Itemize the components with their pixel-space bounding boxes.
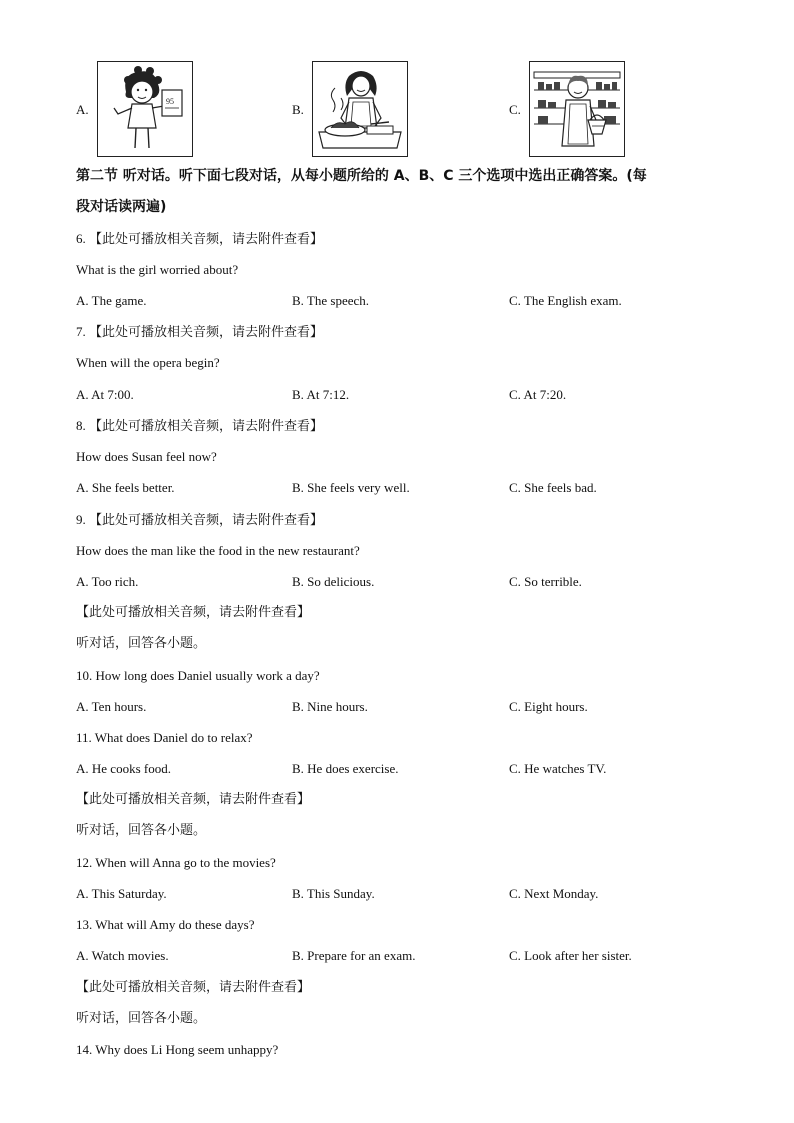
question-text: 11. What does Daniel do to relax? xyxy=(76,730,253,745)
answer-option-a: A. Watch movies. xyxy=(76,948,169,963)
answer-option-c: C. Look after her sister. xyxy=(509,948,632,963)
woman-cooking-icon xyxy=(312,61,408,157)
picture-option-label: B. xyxy=(292,102,304,117)
answer-option-a: A. At 7:00. xyxy=(76,387,134,402)
answer-option-a: A. Too rich. xyxy=(76,574,139,589)
group-instruction: 听对话，回答各小题。 xyxy=(76,1011,207,1026)
answer-option-b: B. At 7:12. xyxy=(292,387,350,402)
answer-option-a: A. Ten hours. xyxy=(76,699,147,714)
answer-option-b: B. Nine hours. xyxy=(292,699,368,714)
picture-option-c xyxy=(509,60,625,158)
question-text: 14. Why does Li Hong seem unhappy? xyxy=(76,1042,279,1057)
audio-placeholder: 【此处可播放相关音频，请去附件查看】 xyxy=(76,980,311,995)
answer-option-c: C. The English exam. xyxy=(509,293,622,308)
answer-option-c: C. He watches TV. xyxy=(509,761,607,776)
girl-holding-paper-icon xyxy=(97,61,193,157)
answer-option-c: C. She feels bad. xyxy=(509,480,597,495)
question-number: 8. xyxy=(76,418,86,433)
answer-option-c: C. Eight hours. xyxy=(509,699,588,714)
answer-option-b: B. Prepare for an exam. xyxy=(292,948,416,963)
picture-options xyxy=(0,60,794,158)
answer-option-a: A. She feels better. xyxy=(76,480,175,495)
answer-option-b: B. The speech. xyxy=(292,293,370,308)
answer-option-a: A. This Saturday. xyxy=(76,886,167,901)
audio-placeholder: 【此处可播放相关音频，请去附件查看】 xyxy=(89,513,324,528)
audio-placeholder: 【此处可播放相关音频，请去附件查看】 xyxy=(89,325,324,340)
audio-placeholder: 【此处可播放相关音频，请去附件查看】 xyxy=(76,605,311,620)
picture-option-a xyxy=(76,60,193,158)
question-item xyxy=(76,512,323,529)
question-item xyxy=(76,418,323,435)
answer-option-b: B. This Sunday. xyxy=(292,886,375,901)
question-item xyxy=(76,231,323,248)
group-instruction: 听对话，回答各小题。 xyxy=(76,823,207,838)
question-text: 10. How long does Daniel usually work a day? xyxy=(76,668,320,683)
question-text: How does the man like the food in the new restaurant? xyxy=(76,543,360,558)
answer-option-c: C. At 7:20. xyxy=(509,387,567,402)
audio-placeholder: 【此处可播放相关音频，请去附件查看】 xyxy=(76,792,311,807)
question-item xyxy=(76,324,323,341)
section-heading-continued: 段对话读两遍) xyxy=(76,199,167,215)
answer-option-b: B. So delicious. xyxy=(292,574,375,589)
question-text: 13. What will Amy do these days? xyxy=(76,917,255,932)
audio-placeholder: 【此处可播放相关音频，请去附件查看】 xyxy=(89,419,324,434)
section-heading: 第二节 听对话。听下面七段对话，从每小题所给的 A、B、C 三个选项中选出正确答案。(每 xyxy=(76,168,647,184)
answer-option-b: B. He does exercise. xyxy=(292,761,399,776)
answer-option-b: B. She feels very well. xyxy=(292,480,410,495)
question-text: When will the opera begin? xyxy=(76,355,220,370)
paper-score: 95 xyxy=(165,97,174,106)
answer-option-c: C. So terrible. xyxy=(509,574,582,589)
picture-option-label: A. xyxy=(76,102,89,117)
answer-option-a: A. The game. xyxy=(76,293,147,308)
answer-option-a: A. He cooks food. xyxy=(76,761,171,776)
question-number: 9. xyxy=(76,512,86,527)
picture-option-b xyxy=(292,60,408,158)
answer-option-c: C. Next Monday. xyxy=(509,886,599,901)
group-instruction: 听对话，回答各小题。 xyxy=(76,636,207,651)
question-text: What is the girl worried about? xyxy=(76,262,239,277)
question-number: 6. xyxy=(76,231,86,246)
question-text: How does Susan feel now? xyxy=(76,449,217,464)
audio-placeholder: 【此处可播放相关音频，请去附件查看】 xyxy=(89,232,324,247)
question-text: 12. When will Anna go to the movies? xyxy=(76,855,276,870)
picture-option-label: C. xyxy=(509,102,521,117)
woman-shopping-icon xyxy=(529,61,625,157)
question-number: 7. xyxy=(76,324,86,339)
